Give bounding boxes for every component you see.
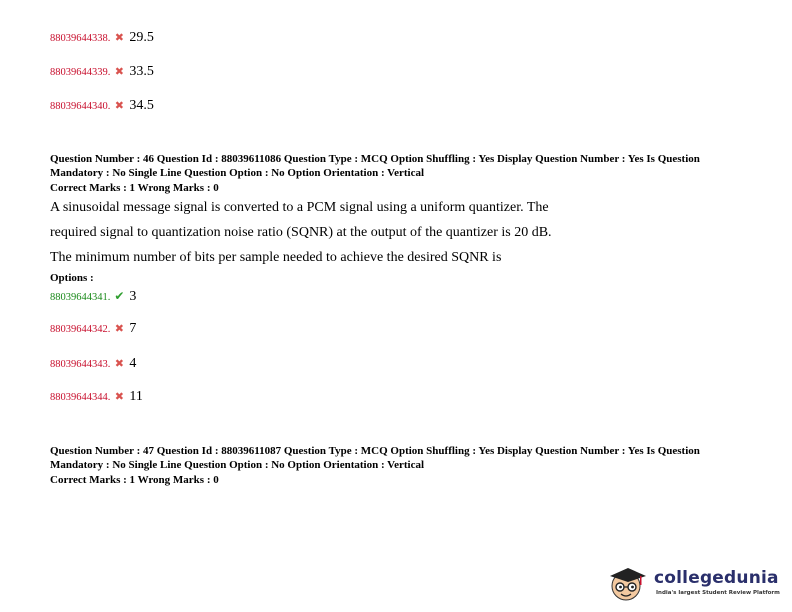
question-meta: Question Number : 46 Question Id : 88039611086 Question Type : MCQ Option Shuffling : Yes Display Question Number : Yes Is Question Mandatory : No Single Line Question Option : No Option Orientation : Vertical (50, 153, 700, 179)
cross-icon: ✖ (114, 31, 124, 44)
option-value: 29.5 (129, 30, 154, 45)
options-label: Options : (50, 272, 94, 284)
option-value: 7 (129, 321, 137, 336)
option-value: 3 (129, 289, 137, 304)
option-id: 88039644343. (50, 359, 111, 370)
collegedunia-logo (604, 562, 788, 604)
option-id: 88039644342. (50, 324, 111, 335)
cross-icon: ✖ (114, 99, 124, 112)
cross-icon: ✖ (114, 357, 124, 370)
question-marks: Correct Marks : 1 Wrong Marks : 0 (50, 474, 219, 486)
question-text-line: A sinusoidal message signal is converted to a PCM signal using a uniform quantizer. The (50, 200, 549, 215)
option-value: 4 (129, 356, 137, 371)
option-id: 88039644341. (50, 292, 111, 303)
option-row (50, 356, 136, 372)
question-text-line: The minimum number of bits per sample needed to achieve the desired SQNR is (50, 250, 502, 265)
question-marks: Correct Marks : 1 Wrong Marks : 0 (50, 182, 219, 194)
option-id: 88039644344. (50, 392, 111, 403)
option-row (50, 321, 136, 337)
option-id: 88039644340. (50, 101, 111, 112)
cross-icon: ✖ (114, 322, 124, 335)
option-value: 11 (129, 389, 143, 404)
cross-icon: ✖ (114, 65, 124, 78)
check-icon: ✔ (114, 289, 125, 303)
option-id: 88039644339. (50, 67, 111, 78)
cross-icon: ✖ (114, 390, 124, 403)
option-row (50, 64, 154, 80)
option-row (50, 98, 154, 114)
question-meta: Question Number : 47 Question Id : 88039611087 Question Type : MCQ Option Shuffling : Yes Display Question Number : Yes Is Question Mandatory : No Single Line Question Option : No Option Orientation : Vertical (50, 445, 700, 471)
question-text-line: required signal to quantization noise ratio (SQNR) at the output of the quantizer is 20 dB. (50, 225, 552, 240)
logo-tagline: India's largest Student Review Platform (656, 590, 780, 596)
option-row (50, 289, 136, 305)
option-value: 33.5 (129, 64, 154, 79)
mascot-icon (604, 562, 650, 604)
logo-wordmark: collegedunia (654, 568, 779, 588)
option-value: 34.5 (129, 98, 154, 113)
option-id: 88039644338. (50, 33, 111, 44)
option-row (50, 30, 154, 46)
option-row (50, 389, 143, 405)
